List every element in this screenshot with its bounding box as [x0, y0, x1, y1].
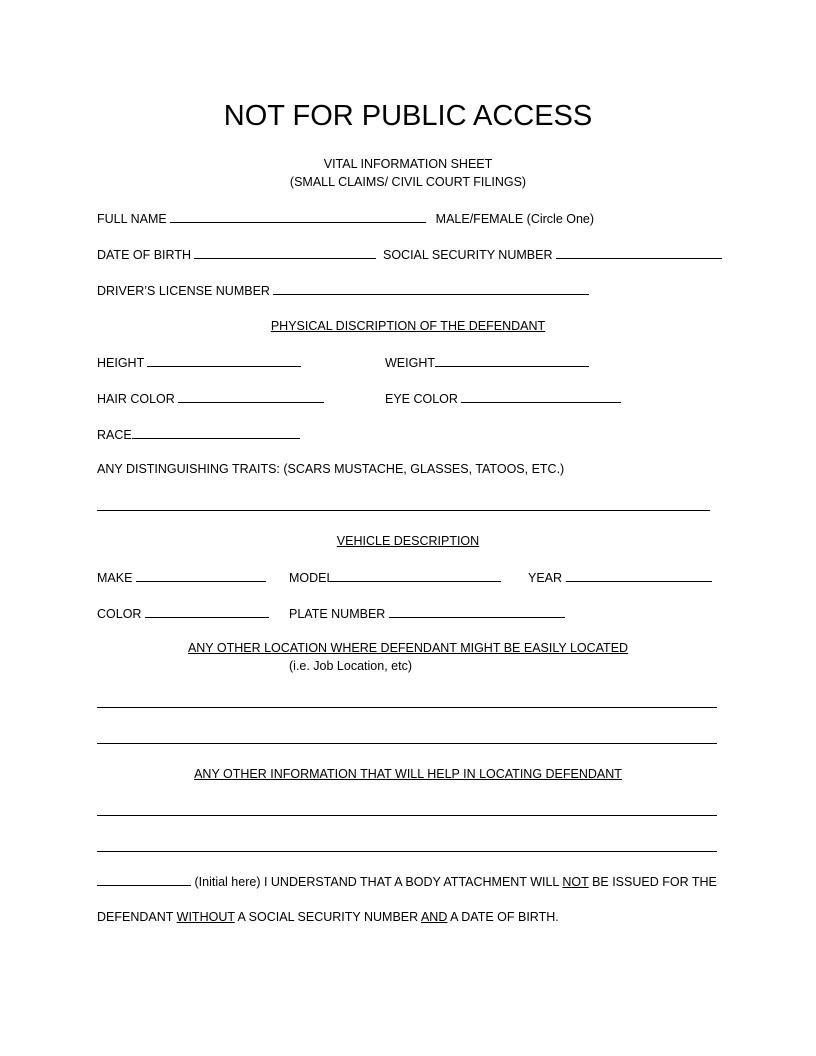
- dob-row: [97, 246, 376, 263]
- location-note: (i.e. Job Location, etc): [289, 659, 412, 673]
- acknowledgement-line-2: [97, 909, 559, 925]
- other-info-heading: ANY OTHER INFORMATION THAT WILL HELP IN LOCATING DEFENDANT: [194, 767, 622, 781]
- hair-color-field[interactable]: [178, 390, 324, 403]
- license-label: DRIVER’S LICENSE NUMBER: [97, 284, 270, 298]
- plate-number-field[interactable]: [389, 605, 565, 618]
- vehicle-color-label: COLOR: [97, 607, 142, 621]
- acknowledgement-not: NOT: [562, 875, 589, 889]
- form-subtitle-filings: (SMALL CLAIMS/ CIVIL COURT FILINGS): [289, 175, 527, 189]
- acknowledgement-dob: A DATE OF BIRTH.: [450, 910, 559, 924]
- initial-field[interactable]: [97, 873, 191, 886]
- plate-number-label: PLATE NUMBER: [289, 607, 386, 621]
- make-row: [97, 569, 266, 586]
- traits-label: ANY DISTINGUISHING TRAITS: (SCARS MUSTACHE, GLASSES, TATOOS, ETC.): [97, 462, 565, 476]
- vehicle-color-field[interactable]: [145, 605, 269, 618]
- dob-field[interactable]: [194, 246, 376, 259]
- height-field[interactable]: [147, 354, 301, 367]
- model-row: [289, 569, 501, 586]
- weight-label: WEIGHT: [385, 356, 435, 370]
- ssn-row: [383, 246, 722, 263]
- acknowledgement-ssn: A SOCIAL SECURITY NUMBER: [237, 910, 419, 924]
- acknowledgement-and: AND: [420, 910, 448, 924]
- page-title: NOT FOR PUBLIC ACCESS: [223, 100, 593, 132]
- hair-color-label: HAIR COLOR: [97, 392, 175, 406]
- model-field[interactable]: [333, 569, 501, 582]
- eye-row: [385, 390, 621, 407]
- other-info-line-2[interactable]: [97, 851, 717, 852]
- license-field[interactable]: [273, 282, 589, 295]
- acknowledgement-text-1: (Initial here) I UNDERSTAND THAT A BODY ATTACHMENT WILL: [194, 875, 559, 889]
- height-label: HEIGHT: [97, 356, 144, 370]
- full-name-field[interactable]: [170, 210, 426, 223]
- gender-label: MALE/FEMALE (Circle One): [435, 212, 595, 226]
- weight-row: [385, 354, 589, 371]
- height-row: [97, 354, 301, 371]
- acknowledgement-without: WITHOUT: [176, 910, 235, 924]
- form-subtitle: VITAL INFORMATION SHEET: [323, 157, 493, 171]
- year-label: YEAR: [528, 571, 563, 585]
- ssn-label: SOCIAL SECURITY NUMBER: [383, 248, 553, 262]
- make-field[interactable]: [136, 569, 266, 582]
- year-row: [528, 569, 712, 586]
- dob-label: DATE OF BIRTH: [97, 248, 191, 262]
- make-label: MAKE: [97, 571, 133, 585]
- acknowledgement-line-1: [97, 873, 717, 890]
- acknowledgement-defendant: DEFENDANT: [97, 910, 174, 924]
- location-line-2[interactable]: [97, 743, 717, 744]
- hair-row: [97, 390, 324, 407]
- full-name-label: FULL NAME: [97, 212, 167, 226]
- acknowledgement-text-2: BE ISSUED FOR THE: [592, 875, 717, 889]
- physical-heading: PHYSICAL DISCRIPTION OF THE DEFENDANT: [270, 319, 546, 333]
- eye-color-field[interactable]: [461, 390, 621, 403]
- license-row: [97, 282, 589, 299]
- full-name-row: [97, 210, 594, 227]
- location-line-1[interactable]: [97, 707, 717, 708]
- year-field[interactable]: [566, 569, 712, 582]
- vehicle-heading: VEHICLE DESCRIPTION: [336, 534, 480, 548]
- race-row: [97, 426, 300, 443]
- traits-line[interactable]: [97, 510, 710, 511]
- eye-color-label: EYE COLOR: [385, 392, 458, 406]
- ssn-field[interactable]: [556, 246, 722, 259]
- other-info-line-1[interactable]: [97, 815, 717, 816]
- color-row: [97, 605, 269, 622]
- model-label: MODEL: [289, 571, 334, 585]
- race-label: RACE: [97, 428, 132, 442]
- race-field[interactable]: [132, 426, 300, 439]
- plate-row: [289, 605, 565, 622]
- location-heading: ANY OTHER LOCATION WHERE DEFENDANT MIGHT BE EASILY LOCATED: [187, 641, 629, 655]
- weight-field[interactable]: [435, 354, 589, 367]
